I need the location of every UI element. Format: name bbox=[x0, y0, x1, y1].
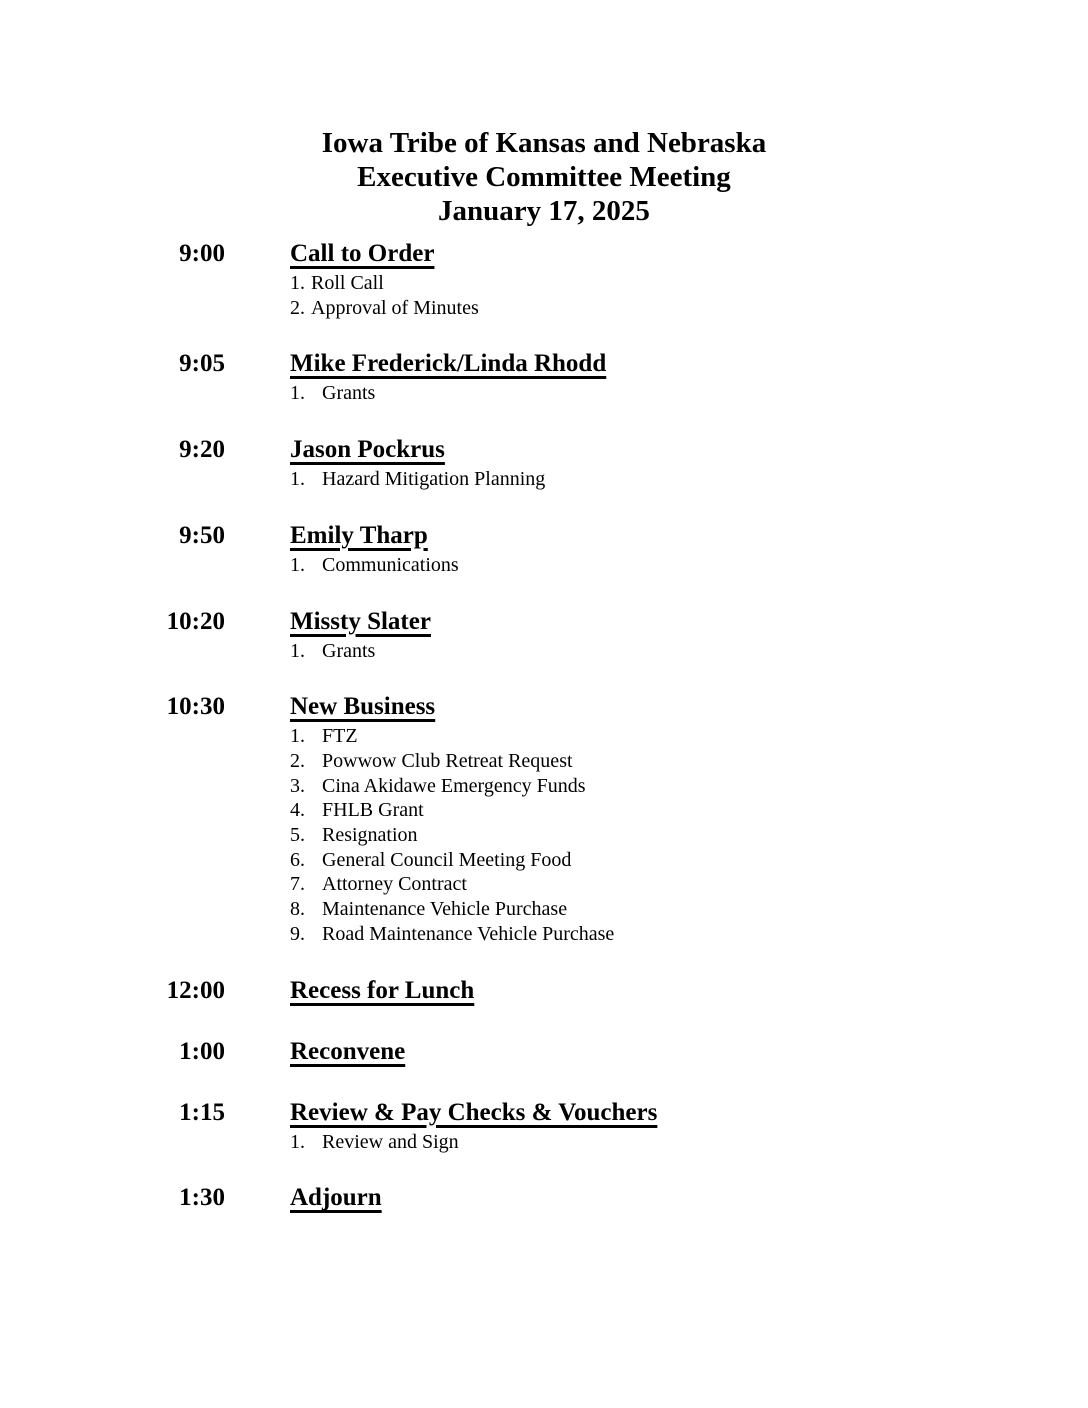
subitem-text: Resignation bbox=[322, 824, 418, 847]
subitem-text: Maintenance Vehicle Purchase bbox=[322, 898, 568, 921]
subitem-number: 5. bbox=[290, 824, 305, 847]
agenda-subitem bbox=[290, 553, 459, 578]
agenda-content bbox=[290, 436, 545, 492]
agenda-item bbox=[0, 608, 1088, 664]
agenda-content bbox=[290, 977, 474, 1008]
agenda-subitem bbox=[290, 1130, 657, 1155]
agenda-content bbox=[290, 1184, 382, 1215]
agenda-item bbox=[0, 436, 1088, 492]
agenda-heading: Reconvene bbox=[290, 1037, 406, 1065]
agenda-heading: Jason Pockrus bbox=[290, 436, 445, 464]
agenda-subitem bbox=[290, 872, 614, 897]
agenda-subitem bbox=[290, 467, 545, 492]
agenda-item bbox=[0, 350, 1088, 406]
agenda-time: 10:30 bbox=[166, 693, 225, 721]
agenda-content bbox=[290, 693, 614, 946]
agenda-subitem bbox=[290, 639, 431, 664]
agenda-subitem bbox=[290, 774, 614, 799]
agenda-time: 1:15 bbox=[179, 1098, 225, 1126]
agenda-item bbox=[0, 1038, 1088, 1069]
agenda-subitems bbox=[290, 1130, 657, 1155]
agenda-time: 9:50 bbox=[179, 521, 225, 549]
agenda-heading: Recess for Lunch bbox=[290, 976, 475, 1004]
subitem-text: Approval of Minutes bbox=[311, 296, 479, 319]
title-line-organization: Iowa Tribe of Kansas and Nebraska bbox=[321, 127, 767, 159]
agenda-content bbox=[290, 350, 606, 406]
agenda-item bbox=[0, 693, 1088, 946]
agenda-subitems bbox=[290, 639, 431, 664]
subitem-text: Grants bbox=[322, 639, 376, 662]
agenda-list bbox=[0, 240, 1088, 1215]
agenda-subitems bbox=[290, 271, 479, 320]
agenda-subitems bbox=[290, 724, 614, 946]
agenda-subitems bbox=[290, 381, 606, 406]
agenda-content bbox=[290, 522, 459, 578]
subitem-number: 1. bbox=[290, 382, 305, 405]
agenda-item bbox=[0, 1099, 1088, 1155]
subitem-number: 1. bbox=[290, 272, 305, 294]
title-line-date: January 17, 2025 bbox=[438, 195, 650, 227]
agenda-subitem bbox=[290, 271, 479, 296]
agenda-time: 9:00 bbox=[179, 240, 225, 267]
agenda-time: 1:00 bbox=[179, 1037, 225, 1065]
agenda-heading: New Business bbox=[290, 693, 436, 721]
subitem-number: 1. bbox=[290, 468, 305, 491]
agenda-heading: Mike Frederick/Linda Rhodd bbox=[290, 350, 607, 378]
agenda-content bbox=[290, 608, 431, 664]
subitem-number: 1. bbox=[290, 725, 305, 748]
subitem-text: Cina Akidawe Emergency Funds bbox=[322, 774, 586, 797]
subitem-number: 2. bbox=[290, 749, 305, 772]
subitem-number: 6. bbox=[290, 848, 305, 871]
agenda-heading: Emily Tharp bbox=[290, 521, 428, 549]
subitem-text: Powwow Club Retreat Request bbox=[322, 749, 573, 772]
agenda-subitem bbox=[290, 897, 614, 922]
subitem-text: Roll Call bbox=[311, 272, 384, 294]
agenda-subitem bbox=[290, 798, 614, 823]
agenda-heading: Adjourn bbox=[290, 1184, 382, 1212]
subitem-text: FHLB Grant bbox=[322, 799, 424, 822]
subitem-text: Attorney Contract bbox=[322, 873, 467, 896]
title-line-meeting: Executive Committee Meeting bbox=[357, 161, 731, 193]
agenda-content bbox=[290, 1099, 657, 1155]
subitem-text: Road Maintenance Vehicle Purchase bbox=[322, 922, 615, 945]
subitem-number: 1. bbox=[290, 1130, 305, 1153]
subitem-text: Review and Sign bbox=[322, 1130, 459, 1153]
agenda-time: 12:00 bbox=[166, 976, 225, 1004]
agenda-subitem bbox=[290, 823, 614, 848]
subitem-text: Hazard Mitigation Planning bbox=[322, 468, 546, 491]
subitem-number: 1. bbox=[290, 553, 305, 576]
subitem-number: 3. bbox=[290, 774, 305, 797]
agenda-subitem bbox=[290, 296, 479, 321]
agenda-time: 9:20 bbox=[179, 436, 225, 464]
subitem-text: Communications bbox=[322, 553, 459, 576]
subitem-text: Grants bbox=[322, 382, 376, 405]
subitem-number: 2. bbox=[290, 296, 305, 319]
agenda-subitem bbox=[290, 381, 606, 406]
subitem-number: 4. bbox=[290, 799, 305, 822]
agenda-subitems bbox=[290, 553, 459, 578]
subitem-number: 7. bbox=[290, 873, 305, 896]
agenda-content bbox=[290, 240, 479, 320]
agenda-time: 10:20 bbox=[166, 607, 225, 635]
agenda-subitem bbox=[290, 848, 614, 873]
agenda-subitem bbox=[290, 724, 614, 749]
agenda-subitem bbox=[290, 749, 614, 774]
agenda-heading: Review & Pay Checks & Vouchers bbox=[290, 1098, 658, 1126]
document-title bbox=[0, 126, 1088, 228]
agenda-content bbox=[290, 1038, 405, 1069]
subitem-number: 9. bbox=[290, 922, 305, 945]
subitem-number: 8. bbox=[290, 898, 305, 921]
subitem-text: FTZ bbox=[322, 725, 358, 748]
agenda-subitems bbox=[290, 467, 545, 492]
agenda-item bbox=[0, 1184, 1088, 1215]
subitem-text: General Council Meeting Food bbox=[322, 848, 572, 871]
agenda-item bbox=[0, 240, 1088, 320]
agenda-heading: Missty Slater bbox=[290, 607, 431, 635]
agenda-heading: Call to Order bbox=[290, 240, 435, 267]
agenda-subitem bbox=[290, 922, 614, 947]
agenda-time: 1:30 bbox=[179, 1184, 225, 1212]
subitem-number: 1. bbox=[290, 639, 305, 662]
agenda-item bbox=[0, 522, 1088, 578]
agenda-item bbox=[0, 977, 1088, 1008]
agenda-time: 9:05 bbox=[179, 350, 225, 378]
